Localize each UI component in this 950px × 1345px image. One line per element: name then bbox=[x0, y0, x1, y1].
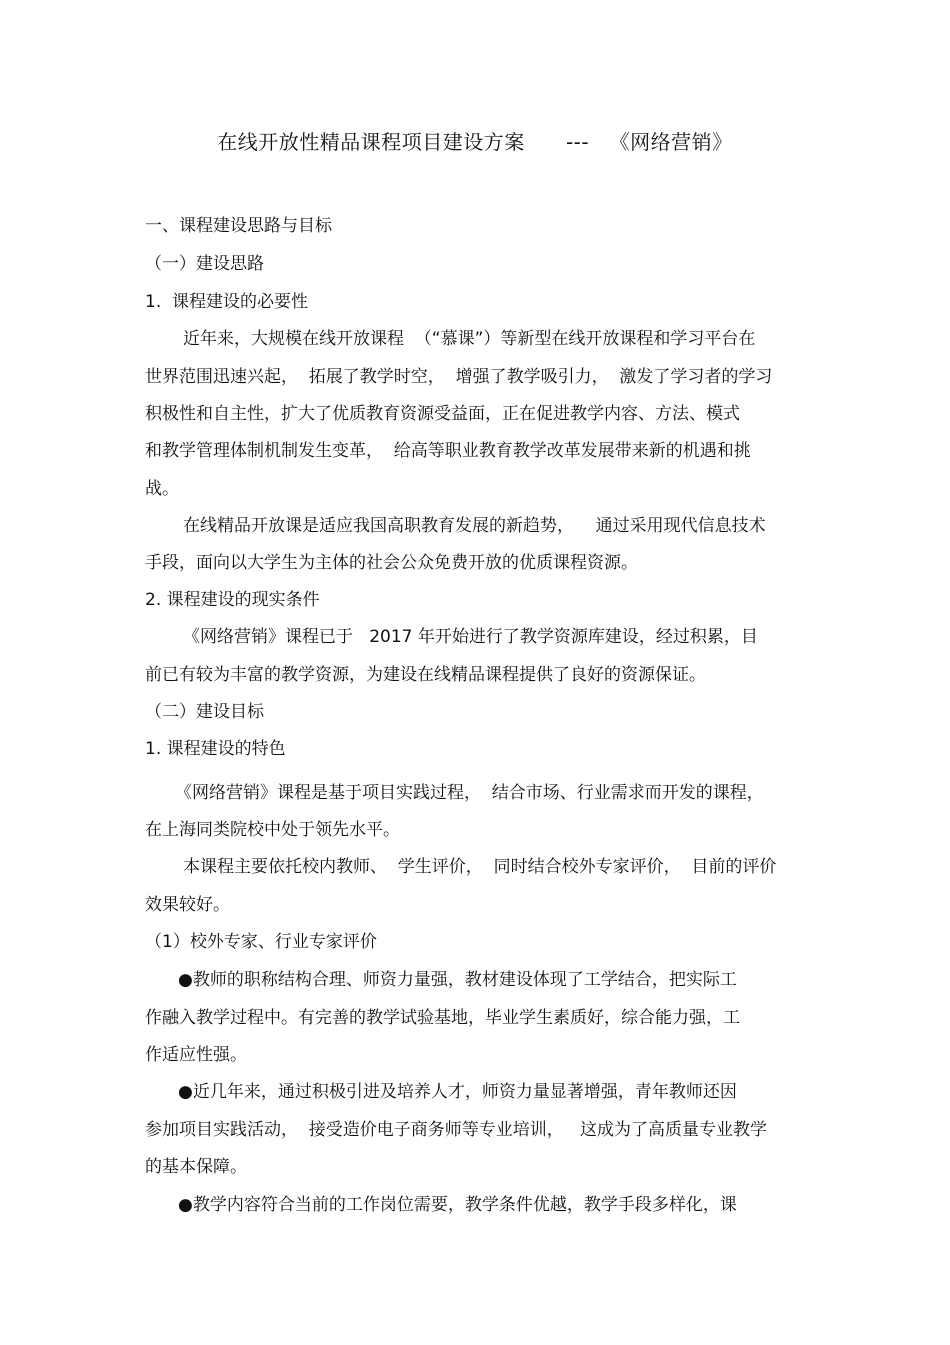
paragraph-line: 《网络营销》课程是基于项目实践过程， 结合市场、行业需求而开发的课程， bbox=[175, 783, 764, 803]
paragraph-line: 本课程主要依托校内教师、 学生评价， 同时结合校外专家评价， 目前的评价 bbox=[183, 857, 777, 877]
paragraph-line: 效果较好。 bbox=[145, 895, 230, 915]
paragraph-line: 作融入教学过程中。有完善的教学试验基地，毕业学生素质好，综合能力强，工 bbox=[145, 1008, 740, 1028]
item-heading: （1）校外专家、行业专家评价 bbox=[145, 932, 377, 952]
bullet-line: ●教师的职称结构合理、师资力量强，教材建设体现了工学结合，把实际工 bbox=[178, 970, 737, 990]
paragraph-line: 作适应性强。 bbox=[145, 1045, 247, 1065]
paragraph-line: 战。 bbox=[145, 479, 179, 499]
item-heading: 1. 课程建设的必要性 bbox=[145, 292, 309, 312]
item-heading: 2. 课程建设的现实条件 bbox=[145, 590, 320, 610]
paragraph-line: 和教学管理体制机制发生变革， 给高等职业教育教学改革发展带来新的机遇和挑 bbox=[145, 441, 751, 461]
paragraph-line: 近年来，大规模在线开放课程 （“慕课”）等新型在线开放课程和学习平台在 bbox=[183, 329, 756, 349]
item-heading: 1. 课程建设的特色 bbox=[145, 739, 286, 759]
paragraph-line: 在上海同类院校中处于领先水平。 bbox=[145, 820, 400, 840]
subsection-heading: （一）建设思路 bbox=[145, 254, 264, 274]
paragraph-line: 手段，面向以大学生为主体的社会公众免费开放的优质课程资源。 bbox=[145, 553, 638, 573]
bullet-line: ●教学内容符合当前的工作岗位需要，教学条件优越，教学手段多样化，课 bbox=[178, 1195, 737, 1215]
paragraph-line: 《网络营销》课程已于 2017 年开始进行了教学资源库建设，经过积累，目 bbox=[183, 627, 758, 647]
paragraph-line: 前已有较为丰富的教学资源，为建设在线精品课程提供了良好的资源保证。 bbox=[145, 665, 706, 685]
section-heading: 一、课程建设思路与目标 bbox=[145, 216, 332, 236]
paragraph-line: 的基本保障。 bbox=[145, 1157, 247, 1177]
subsection-heading: （二）建设目标 bbox=[145, 702, 264, 722]
paragraph-line: 在线精品开放课是适应我国高职教育发展的新趋势， 通过采用现代信息技术 bbox=[183, 516, 766, 536]
paragraph-line: 积极性和自主性，扩大了优质教育资源受益面，正在促进教学内容、方法、模式 bbox=[145, 404, 740, 424]
paragraph-line: 参加项目实践活动， 接受造价电子商务师等专业培训， 这成为了高质量专业教学 bbox=[145, 1120, 768, 1140]
document-title: 在线开放性精品课程项目建设方案 --- 《网络营销》 bbox=[217, 130, 733, 154]
bullet-line: ●近几年来，通过积极引进及培养人才，师资力量显著增强，青年教师还因 bbox=[178, 1082, 737, 1102]
paragraph-line: 世界范围迅速兴起， 拓展了教学时空， 增强了教学吸引力， 激发了学习者的学习 bbox=[145, 367, 773, 387]
